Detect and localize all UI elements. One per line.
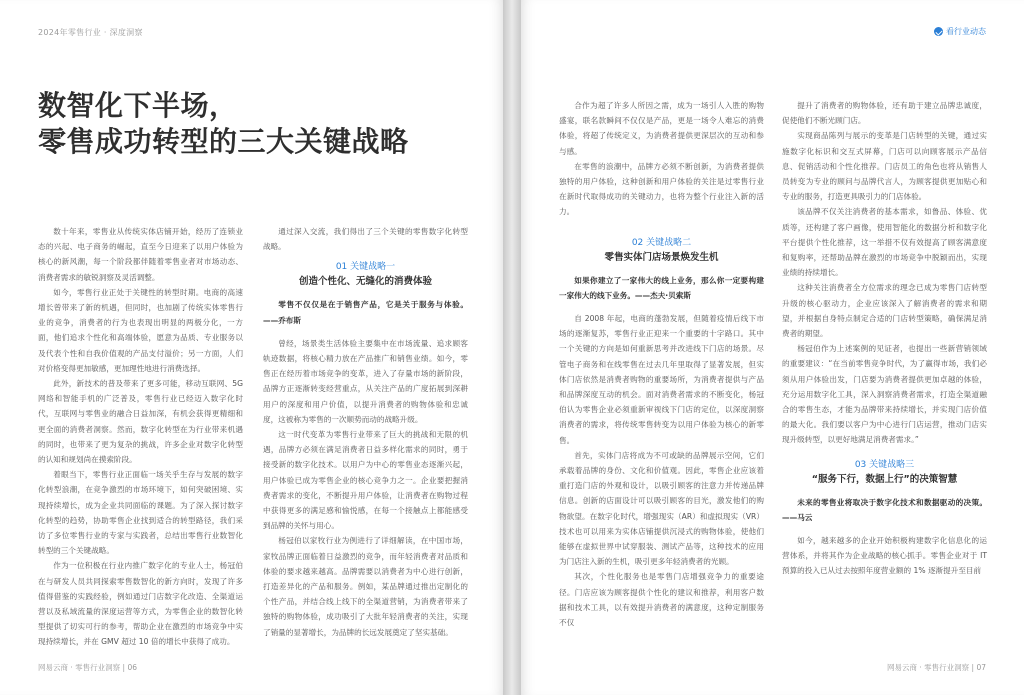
section-1-quote: 零售不仅仅是在于销售产品，它是关于服务与体验。——乔布斯 xyxy=(263,300,468,325)
check-circle-icon xyxy=(934,27,943,36)
left-column-2 xyxy=(263,224,468,637)
body-paragraph: 实现商品陈列与展示的变革是门店转型的关键，通过实施数字化标识和交互式屏幕，门店可以向顾客展示产品信息、促销活动和个性化推荐。门店员工的角色也将从销售人员转变为专业的顾问与品牌代言人，为顾客提供更加贴心和专业的服务，打造更具吸引力的门店体验。 xyxy=(782,131,987,202)
body-paragraph: 作为一位积极在行业内推广数字化的专业人士，杨冠伯在与研发人员共同探索零售数智化的新方向时，发现了许多值得借鉴的实践经验，例如通过门店数字化改造、全渠道运营以及私域流量的深度运营等方式，为零售企业的数智化转型提供了切实可行的参考，帮助企业在激烈的市场竞争中实现持续增长，并在 GMV 超过 10 倍的增长中获得了成功。 xyxy=(38,561,243,647)
left-page xyxy=(0,0,503,695)
body-paragraph: 着眼当下，零售行业正面临一场关乎生存与发展的数字化转型浪潮，在竞争激烈的市场环境下，如何突破困境、实现持续增长，成为企业共同面临的课题。为了深入探讨数字化转型的趋势，协助零售企业找到适合的转型路径，我们采访了多位零售行业的专家与实践者，总结出零售行业数智化转型的三个关键战略。 xyxy=(38,470,243,556)
section-3-quote: 未来的零售业将取决于数字化技术和数据驱动的决策。——马云 xyxy=(782,497,987,522)
section-1-number: 01 关键战略一 xyxy=(335,262,396,273)
section-2-body xyxy=(559,311,764,630)
body-paragraph: 其次，个性化服务也是零售门店增强竞争力的重要途径。门店应该为顾客提供个性化的建议和推荐，利用客户数据和技术工具，以有效提升消费者的满意度，这种定制服务不仅 xyxy=(559,572,764,628)
body-paragraph: 自 2008 年起，电商的蓬勃发展，但随着疫情后线下市场的逐渐复苏，零售行业正迎来一个重要的十字路口。其中一个关键的方向是如何重新思考并改进线下门店的场景。尽管电子商务和在线零售在过去几年里取得了显著发展，但实体门店依然是消费者购物的重要场所，为消费者提供与产品和品牌深度互动的机会。面对消费者需求的不断变化，杨冠伯认为零售企业必须重新审视线下门店的定位，以深度洞察消费者的需求，将传统零售转变为以用户体验为核心的新零售。 xyxy=(559,314,764,445)
body-paragraph: 在零售的浪潮中，品牌方必须不断创新，为消费者提供独特的用户体验，这种创新和用户体验的关注是过零售行业在新时代取得成功的关键动力，也将为整个行业注入新的活力。 xyxy=(559,161,764,217)
right-column-1 xyxy=(559,98,764,628)
left-column-1 xyxy=(38,224,243,647)
intro-paragraph: 通过深入交流，我们得出了三个关键的零售数字化转型战略。 xyxy=(263,227,468,252)
right-column-2 xyxy=(782,98,987,620)
section-2-number: 02 关键战略二 xyxy=(631,237,692,248)
page-footer-right: 网易云商 · 零售行业洞察 | 07 xyxy=(887,663,986,672)
body-paragraph: 此外，新技术的普及带来了更多可能，移动互联网、5G网络和智能手机的广泛普及，零售行业已经迈入数字化时代，互联网与零售业的融合日益加深，有机会获得更精细和更全面的消费者洞察。然而，数字化转型在为行业带来机遇的同时，也带来了更为复杂的挑战，许多企业对数字化转型的认知和规划尚在摸索阶段。 xyxy=(38,379,243,465)
body-paragraph: 曾经，场景类生活体验主要集中在市场流量、追求顾客轨迹数据，将核心精力放在产品推广和销售业绩。如今，零售正在经历着市场竞争的变革，进入了存量市场的新阶段，品牌方正逐渐转变经营重点，从关注产品的广度拓展到深耕用户的深度和用户价值，以提升消费者的购物体验和忠诚度，这被称为零售的一次顺势而动的战略升级。 xyxy=(263,338,468,424)
continued-text xyxy=(559,98,764,220)
right-page xyxy=(521,0,1024,695)
body-paragraph: 合作为超了许多人所因之需，成为一场引人入胜的购物盛宴，联名款瞬间不仅仅是产品，更是一场令人难忘的消费体验，将超了传统定义，为消费者提供更深层次的互动和参与感。 xyxy=(559,101,764,156)
title-line-1: 数智化下半场， xyxy=(38,89,238,122)
section-tag-label: 看行业动态 xyxy=(946,27,986,36)
body-paragraph: 如今，零售行业正处于关键性的转型时期。电商的高速增长曾带来了新的机遇，但同时，也加剧了传统实体零售行业的竞争，消费者的行为也表现出明显的两极分化，一方面，他们追求个性化和高端体验，愿意为品质、专业服务以及代表个性和自我价值观的产品支付溢价；另一方面，人们对价格变得更加敏感，更加理性地进行消费选择。 xyxy=(38,287,243,373)
section-1-body xyxy=(263,336,468,640)
section-2-heading xyxy=(559,236,764,265)
article-title xyxy=(38,88,458,160)
body-paragraph: 这一时代变革为零售行业带来了巨大的挑战和无限的机遇，品牌方必须在满足消费者日益多样化需求的同时，勇于接受新的数字化技术。以用户为中心的零售业态逐渐兴起，用户体验已成为零售企业的核心竞争力之一。企业要把握消费者需求的变化，不断提升用户体验，让消费者在购物过程中获得更多的满足感和愉悦感，在每一个接触点上都能感受到品牌的关怀与用心。 xyxy=(263,430,468,531)
body-paragraph: 杨冠伯作为上述案例的见证者，也提出一些新营销领域的重要建议：“在当前零售竞争时代，为了赢得市场，我们必须从用户体验出发，门店要为消费者提供更加卓越的体验，充分运用数字化工具，深入洞察消费者需求，打造全渠道融合的零售生态，才能为品牌带来持续增长，并实现门店价值的最大化。我们要以客户为中心进行门店运营，推动门店实现升级转型，以更好地满足消费者需求。” xyxy=(782,344,987,445)
body-paragraph: 数十年来，零售业从传统实体店铺开始，经历了连锁业态的兴起、电子商务的崛起，直至今日迎来了以用户体验为核心的新风潮，每一个阶段都伴随着零售业者对市场动态、消费者需求的敏锐洞察及灵活调整。 xyxy=(38,227,243,282)
body-paragraph: 如今，越来越多的企业开始积极构建数字化信息化的运营体系，并将其作为企业战略的核心抓手。零售企业对于 IT 预算的投入已从过去按照年度营业额的 1% 逐渐提升至目前 xyxy=(782,536,987,576)
page-footer-left: 网易云商 · 零售行业洞察 | 06 xyxy=(38,663,137,672)
section-1-heading xyxy=(263,260,468,289)
body-paragraph: 首先，实体门店将成为不可或缺的品牌展示空间，它们承载着品牌的身份、文化和价值观。因此，零售企业应该着重打造门店的外观和设计，以吸引顾客的注意力并传递品牌信息。创新的店面设计可以吸引顾客的目光，激发他们的购物欲望。在数字化时代，增强现实（AR）和虚拟现实（VR）技术也可以用来为实体店铺提供沉浸式的购物体验，使他们能够在虚拟世界中试穿服装、测试产品等，这种技术的应用为门店注入新的生机，吸引更多年轻消费者的光顾。 xyxy=(559,450,764,567)
section-tag[interactable] xyxy=(934,26,986,37)
section-3-body xyxy=(782,533,987,579)
book-gutter xyxy=(503,0,521,695)
section-3-heading xyxy=(782,458,987,487)
running-header: 2024年零售行业 · 深度洞察 xyxy=(38,28,143,37)
section-2-body-continued xyxy=(782,98,987,448)
title-line-2: 零售成功转型的三大关键战略 xyxy=(38,125,409,158)
section-3-title: “服务下行，数据上行”的决策智慧 xyxy=(811,473,958,485)
section-3-number: 03 关键战略三 xyxy=(854,459,915,470)
body-paragraph: 该品牌不仅关注消费者的基本需求，如鲁品、体验、优质等，还构建了客户画像，使用智能化的数据分析和数字化平台提供个性化推荐，这一举措不仅有效提高了顾客满意度和复购率，还帮助品牌在激烈的市场竞争中脱颖而出，实现业绩的持续增长。 xyxy=(782,207,987,278)
section-2-title: 零售实体门店场景焕发生机 xyxy=(604,251,719,263)
body-paragraph: 提升了消费者的购物体验，还有助于建立品牌忠诚度，促使他们不断光顾门店。 xyxy=(782,101,987,126)
section-2-quote: 如果你建立了一家伟大的线上业务，那么你一定要构建一家伟大的线下业务。——杰夫·贝索斯 xyxy=(559,275,764,300)
body-paragraph: 杨冠伯以家牧行业为例进行了详细解读，在中国市场，家牧品牌正面临着日益激烈的竞争，而年轻消费者对品质和体验的要求越来越高。品牌需要以消费者为中心进行创新，打造差异化的产品和服务。例如，某品牌通过推出定制化的个性产品，并结合线上线下的全渠道营销，为消费者带来了独特的购物体验，成功吸引了大批年轻消费者的关注，实现了销量的显著增长，为品牌的长远发展奠定了坚实基础。 xyxy=(263,536,468,637)
body-paragraph: 这种关注消费者全方位需求的理念已成为零售门店转型升级的核心驱动力，企业应该深入了解消费者的需求和期望，并根据自身特点制定合适的门店转型策略，确保满足消费者的期望。 xyxy=(782,283,987,339)
section-1-title: 创造个性化、无缝化的消费体验 xyxy=(298,276,432,288)
